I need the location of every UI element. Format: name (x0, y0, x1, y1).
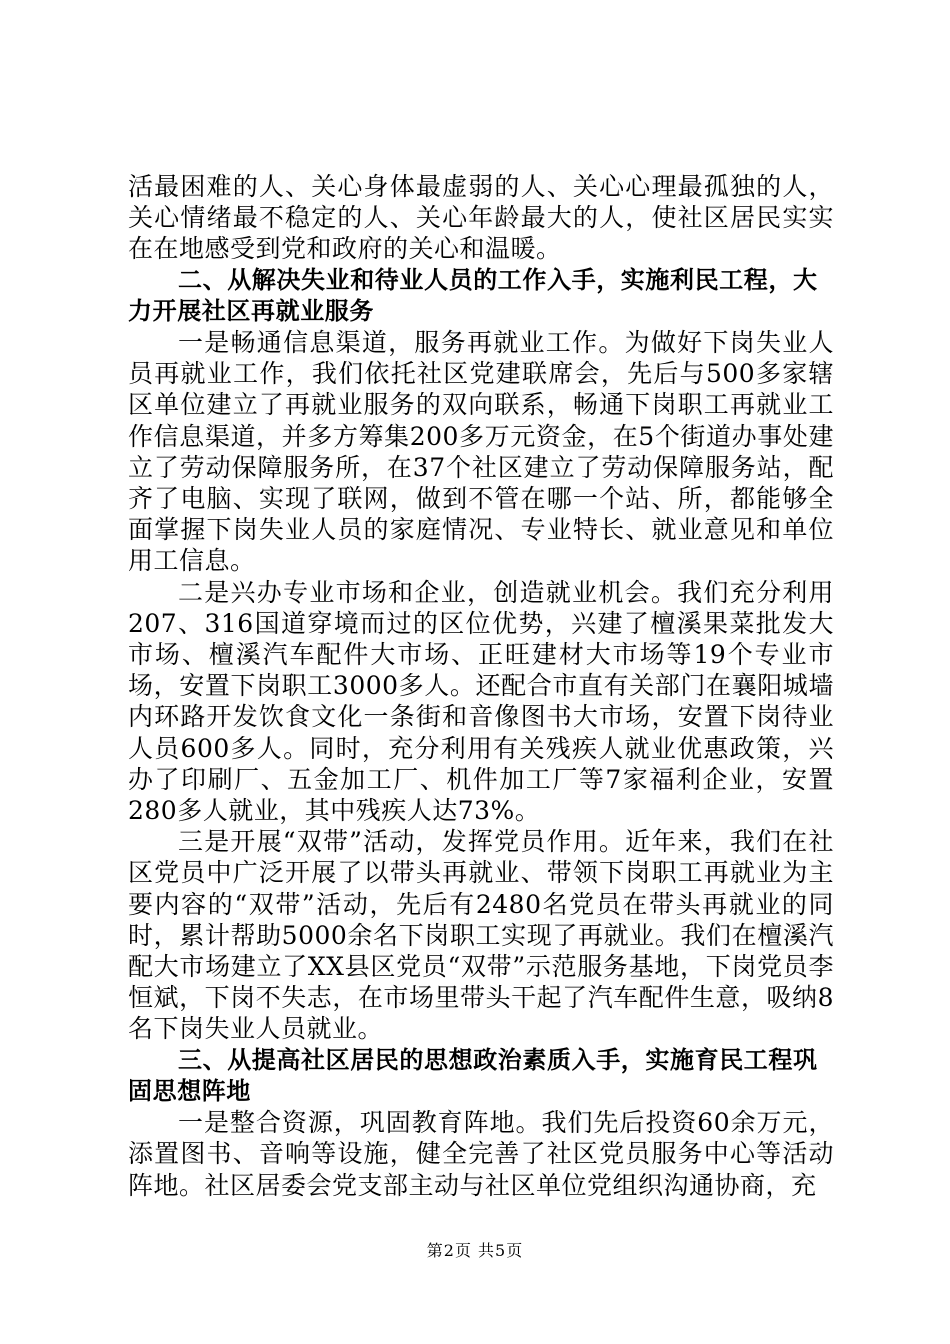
page-number-footer: 第2页 共5页 (426, 1241, 524, 1260)
paragraph: 三是开展“双带”活动，发挥党员作用。近年来，我们在社区党员中广泛开展了以带头再就业、带领下岗职工再就业为主要内容的“双带”活动，先后有2480名党员在带头再就业的同时，累计帮助5000余名下岗职工实现了再就业。我们在檀溪汽配大市场建立了XX县区党员“双带”示范服务基地，下岗党员李恒斌，下岗不失志，在市场里带头干起了汽车配件生意，吸纳8名下岗失业人员就业。 (128, 827, 834, 1044)
paragraph: 一是整合资源，巩固教育阵地。我们先后投资60余万元，添置图书、音响等设施，健全完善了社区党员服务中心等活动阵地。社区居委会党支部主动与社区单位党组织沟通协商，充 (128, 1108, 834, 1200)
document-body (128, 171, 834, 1201)
paragraph: 活最困难的人、关心身体最虚弱的人、关心心理最孤独的人，关心情绪最不稳定的人、关心年龄最大的人，使社区居民实实在在地感受到党和政府的关心和温暖。 (128, 172, 834, 264)
section-heading: 二、从解决失业和待业人员的工作入手，实施利民工程，大力开展社区再就业服务 (128, 265, 818, 325)
section-heading: 三、从提高社区居民的思想政治素质入手，实施育民工程巩固思想阵地 (128, 1045, 818, 1105)
paragraph: 一是畅通信息渠道，服务再就业工作。为做好下岗失业人员再就业工作，我们依托社区党建联席会，先后与500多家辖区单位建立了再就业服务的双向联系，畅通下岗职工再就业工作信息渠道，并多方筹集200多万元资金，在5个街道办事处建立了劳动保障服务所，在37个社区建立了劳动保障服务站，配齐了电脑、实现了联网，做到不管在哪一个站、所，都能够全面掌握下岗失业人员的家庭情况、专业特长、就业意见和单位用工信息。 (128, 328, 834, 576)
paragraph: 二是兴办专业市场和企业，创造就业机会。我们充分利用207、316国道穿境而过的区位优势，兴建了檀溪果菜批发大市场、檀溪汽车配件大市场、正旺建材大市场等19个专业市场，安置下岗职工3000多人。还配合市直有关部门在襄阳城墙内环路开发饮食文化一条街和音像图书大市场，安置下岗待业人员600多人。同时，充分利用有关残疾人就业优惠政策，兴办了印刷厂、五金加工厂、机件加工厂等7家福利企业，安置280多人就业，其中残疾人达73%。 (128, 577, 834, 826)
